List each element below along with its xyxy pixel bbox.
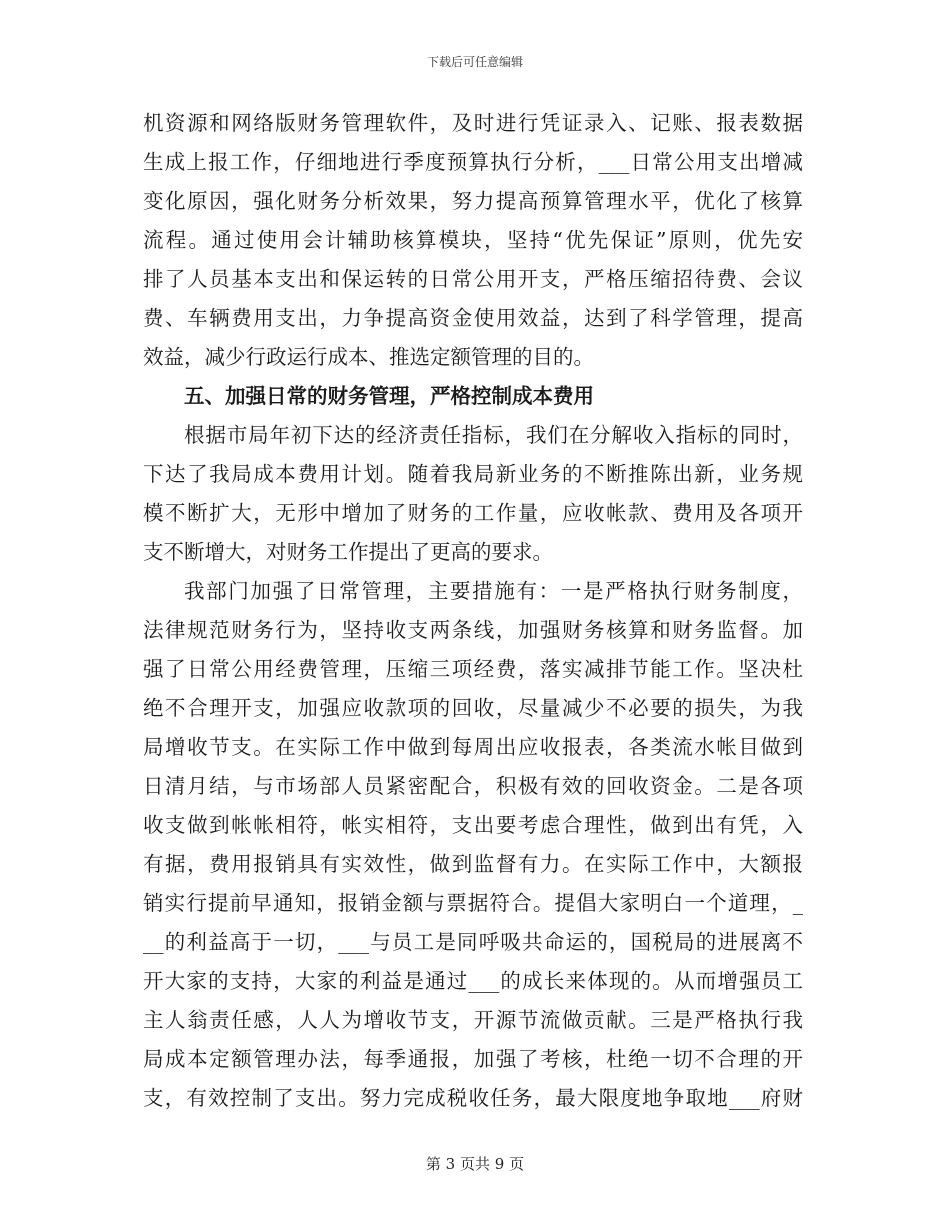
body-line: 有据，费用报销具有实效性，做到监督有力。在实际工作中，大额报 — [143, 852, 803, 876]
body-line: 效益，减少行政运行成本、推选定额管理的目的。 — [143, 345, 594, 369]
body-line: 支，有效控制了支出。努力完成税收任务，最大限度地争取地___府财 — [143, 1086, 803, 1110]
body-line: 费、车辆费用支出，力争提高资金使用效益，达到了科学管理，提高 — [143, 306, 803, 330]
body-line: 局成本定额管理办法，每季通报，加强了考核，杜绝一切不合理的开 — [143, 1047, 803, 1071]
body-line: 我部门加强了日常管理，主要措施有：一是严格执行财务制度， — [184, 579, 803, 603]
body-line: 绝不合理开支，加强应收款项的回收，尽量减少不必要的损失，为我 — [143, 696, 803, 720]
body-line: 收支做到帐帐相符，帐实相符，支出要考虑合理性，做到出有凭，入 — [143, 813, 803, 837]
body-line: 销实行提前早通知，报销金额与票据符合。提倡大家明白一个道理，_ — [143, 891, 803, 915]
body-line: 排了人员基本支出和保运转的日常公用开支，严格压缩招待费、会议 — [143, 267, 803, 291]
section-heading: 五、加强日常的财务管理，严格控制成本费用 — [184, 384, 594, 408]
body-line: 支不断增大，对财务工作提出了更高的要求。 — [143, 540, 553, 564]
body-line: __的利益高于一切，___与员工是同呼吸共命运的，国税局的进展离不 — [143, 930, 803, 954]
page-footer: 第 3 页共 9 页 — [425, 1155, 525, 1173]
page-header: 下载后可任意编辑 — [426, 55, 523, 69]
body-line: 生成上报工作，仔细地进行季度预算执行分析，___日常公用支出增减 — [143, 150, 803, 174]
body-line: 机资源和网络版财务管理软件，及时进行凭证录入、记账、报表数据 — [143, 111, 803, 135]
body-line: 主人翁责任感，人人为增收节支，开源节流做贡献。三是严格执行我 — [143, 1008, 803, 1032]
body-line: 日清月结，与市场部人员紧密配合，积极有效的回收资金。二是各项 — [143, 774, 803, 798]
body-line: 下达了我局成本费用计划。随着我局新业务的不断推陈出新，业务规 — [143, 462, 803, 486]
body-line: 强了日常公用经费管理，压缩三项经费，落实减排节能工作。坚决杜 — [143, 657, 803, 681]
body-line: 局增收节支。在实际工作中做到每周出应收报表，各类流水帐目做到 — [143, 735, 803, 759]
body-line: 变化原因，强化财务分析效果，努力提高预算管理水平，优化了核算 — [143, 189, 803, 213]
body-line: 开大家的支持，大家的利益是通过___的成长来体现的。从而增强员工 — [143, 969, 803, 993]
body-line: 法律规范财务行为，坚持收支两条线，加强财务核算和财务监督。加 — [143, 618, 803, 642]
body-line: 模不断扩大，无形中增加了财务的工作量，应收帐款、费用及各项开 — [143, 501, 803, 525]
body-line: 流程。通过使用会计辅助核算模块，坚持“优先保证”原则，优先安 — [143, 228, 803, 252]
body-line: 根据市局年初下达的经济责任指标，我们在分解收入指标的同时， — [184, 423, 803, 447]
document-body — [143, 104, 803, 1118]
